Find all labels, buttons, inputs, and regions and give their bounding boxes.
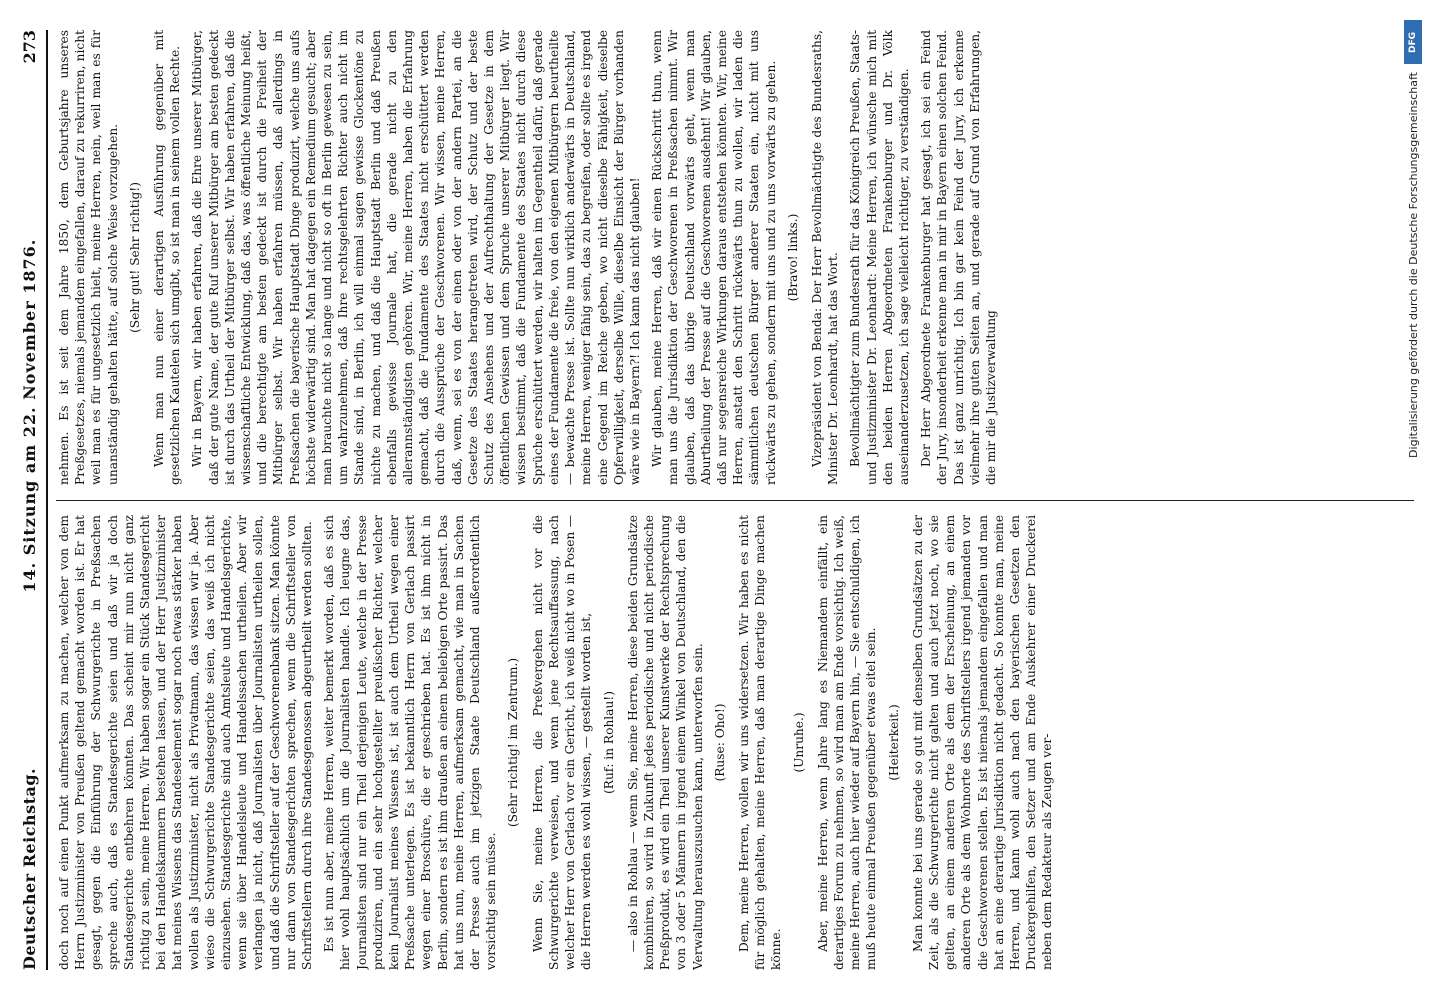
credit-text: Digitalisierung gefördert durch die Deutsche Forschungsgemeinschaft — [1406, 72, 1420, 458]
paragraph: Wenn man nun einer derartigen Ausführung gegenüber mit gesetzlichen Kautelen sich umgibt, so ist man in seinem vollen Rechte. — [152, 30, 183, 485]
right-column — [56, 30, 1414, 485]
session-title: 14. Sitzung am 22. November 1876. — [19, 238, 39, 593]
paragraph: — also in Rohlau — wenn Sie, meine Herren, diese beiden Grundsätze kombiniren, so wird in Zukunft jedes periodische und nicht periodische Preßprodukt, es wird ein Theil unserer Kunstwerke der Rechtsprechung von 3 oder 5 Männern in irgend einem Winkel von Deutschland, den die Verwaltung herauszusuchen kann, unterworfen sein. — [625, 515, 705, 970]
interjection: (Heiterkeit.) — [886, 704, 901, 781]
paragraph: Bevollmächtigter zum Bundesrath für das Königreich Preußen, Staats- und Justizminister Dr. Leonhardt: Meine Herren, ich wünsche mich mit den beiden Herren Abgeordneten Frankenburger und Dr. Völk auseinanderzusetzen, ich sage vielleicht richtiger, zu verständigen. — [848, 30, 911, 485]
interjection: (Unruhe.) — [791, 712, 806, 773]
interjection: (Sehr gut! Sehr richtig!) — [127, 182, 142, 333]
paragraph: Es ist nun aber, meine Herren, weiter bemerkt worden, daß es sich hier wohl hauptsächlich um die Journalisten handle. Ich leugne das, Journalisten sind nur ein Theil derjenigen Leute, welche in der Presse produziren, und ein sehr hochgestellter preußischer Richter, welcher kein Journalist meines Wissens ist, ist auch dem Urtheil wegen einer Preßsache unterlegen. Es ist bekanntlich Herrn von Gerlach passirt wegen einer Broschüre, die er geschrieben hat. Es ist ihm nicht in Berlin, sondern es ist ihm draußen an einem beliebigen Orte passirt. Das hat uns nun, meine Herren, aufmerksam gemacht, wie man in Sachen der Presse auch im jetzigen Staate Deutschland außerordentlich vorsichtig sein müsse. — [322, 515, 499, 970]
dfg-logo: DFG — [1404, 20, 1422, 64]
paragraph: Der Herr Abgeordnete Frankenburger hat gesagt, ich sei ein Feind der Jury, insonderheit erkenne man in mir in Bayern einen solchen Feind. Das ist ganz unrichtig. Ich bin gar kein Feind der Jury, ich erkenne vielmehr ihre guten Seiten an, und gerade auf Grund von Erfahrungen, die mir die Justizverwaltung — [919, 30, 998, 485]
paragraph: Dem, meine Herren, wollen wir uns widersetzen. Wir haben es nicht für möglich gehalten, meine Herren, daß man derartige Dinge machen könne. — [736, 515, 784, 970]
page-number: 273 — [19, 30, 39, 64]
interjection: (Ruf: in Rohlau!) — [601, 691, 616, 794]
interjection: (Sehr richtig! im Zentrum.) — [506, 657, 521, 828]
paragraph: nehmen. Es ist seit dem Jahre 1850, dem Geburtsjahre unseres Preßgesetzes, niemals jemandem eingefallen, darauf zu rekurriren, nicht weil man es für ungesetzlich hielt, meine Herren, nein, weil man es für unanständig gehalten hätte, auf solche Weise vorzugehen. — [57, 30, 120, 485]
digitization-credit — [1400, 20, 1426, 960]
paragraph: Wir glauben, meine Herren, daß wir einen Rückschritt thun, wenn man uns die Jurisdiktion der Geschworenen in Preßsachen nimmt. Wir glauben, daß das übrige Deutschland vorwärts geht, wenn man Aburtheilung der Presse auf die Geschworenen ausdehnt! Wir glauben, daß nur segensreiche Wirkungen daraus entstehen könnten. Wir, meine Herren, anstatt den Schritt rückwärts thun zu wollen, wir laden die sämmtlichen deutschen Bürger anderer Staaten ein, nicht mit uns rückwärts zu gehen, sondern mit uns und zu uns vorwärts zu gehen. — [650, 30, 778, 485]
interjection: (Bravo! links.) — [785, 213, 800, 302]
interjection: (Ruse: Oho!) — [712, 703, 727, 782]
column-divider — [56, 500, 1414, 501]
publication-title: Deutscher Reichstag. — [19, 767, 39, 970]
paragraph: Man konnte bei uns gerade so gut mit denselben Grundsätzen zu der Zeit, als die Schwurgerichte nicht galten und auch jetzt noch, wo sie gelten, an einem anderen Orte als dem der Erscheinung, an einem anderen Orte als dem Wohnorte des Schriftstellers irgend jemanden vor die Geschworenen stellen. Es ist niemals jemandem eingefallen und man hat an eine derartige Jurisdiktion nicht gedacht. So konnte man, meine Herren, und kann wohl auch nach den bayerischen Gesetzen den Druckergehilfen, den Setzer und am Ende Auskehrer einer Druckerei neben dem Redakteur als Zeugen ver- — [910, 515, 1055, 970]
page-header — [12, 30, 48, 970]
paragraph: Vizepräsident von Benda: Der Herr Bevollmächtigte des Bundesraths, Minister Dr. Leonhardt, hat das Wort. — [809, 30, 841, 485]
paragraph: Wenn Sie, meine Herren, die Preßvergehen nicht vor die Schwurgerichte verweisen, und wenn jene Rechtsauffassung, nach welcher Herr von Gerlach vor ein Gericht, ich weiß nicht wo in Posen — die Herren werden es wohl wissen, — gestellt worden ist, — [530, 515, 594, 970]
paragraph: Aber, meine Herren, wenn Jahre lang es Niemandem einfällt, ein derartiges Forum zu nehmen, so wird man am Ende vorsichtig. Ich weiß, meine Herren, auch hier wieder auf Bayern hin, — Sie entschuldigen, ich muß heute einmal Preußen gegenüber etwas eitel sein. — [815, 515, 879, 970]
left-column — [56, 515, 1414, 970]
paragraph: doch noch auf einen Punkt aufmerksam zu machen, welcher von dem Herrn Justizminister von Preußen geltend gemacht worden ist. Er hat gesagt, gegen die Einführung der Schwurgerichte in Preßsachen spreche auch, daß es Standesgerichte seien und daß wir ja doch Standesgerichte entbehren könnten. Das scheint mir nun nicht ganz richtig zu sein, meine Herren. Wir haben sogar ein Stück Standesgericht bei den Handelskammern bestehen lassen, und der Herr Justizminister hat meines Wissens das Standeselement sogar noch etwas stärker haben wollen als Justizminister, nicht als Privatmann, das wissen wir ja. Aber wieso die Schwurgerichte Standesgerichte seien, das weiß ich nicht einzusehen. Standesgerichte sind auch Amtsleute und Handelsgerichte, wenn sie über Handelsleute und Handelssachen urtheilen. Aber wir verlangen ja nicht, daß Journalisten über Journalisten urtheilen sollen, und daß die Schriftsteller auf der Geschworenenbank sitzen. Man könnte nur dann von Standesgerichten sprechen, wenn die Schriftsteller von Schriftstellern durch ihre Standesgenossen abgeurtheilt werden sollten. — [57, 515, 315, 970]
paragraph: Wir in Bayern, wir haben erfahren, daß die Ehre unserer Mitbürger, daß der gute Name, der gute Ruf unserer Mitbürger am besten gedeckt ist durch das Urtheil der Mitbürger selbst. Wir haben erfahren, daß die wissenschaftliche Entwicklung, daß das, was öffentliche Meinung heißt, und die berechtigte am besten gedeckt ist durch die Freiheit der Mitbürger selbst. Wir haben erfahren müssen, daß allerdings in Preßsachen die bayerische Hauptstadt Dinge produzirt, welche uns aufs höchste widerwärtig sind. Man hat dagegen ein Remedium gesucht; aber man brauchte nicht so lange und nicht so oft in Berlin gewesen zu sein, um wahrzunehmen, daß Ihre rechtsgelehrten Richter auch nicht im Stande sind, in Berlin, ich will einmal sagen gewisse Glockentöne zu nichte zu machen, und daß die Hauptstadt Berlin und daß Preußen ebenfalls gewisse Journale hat, die gerade nicht zu den allerannständigsten gehören. Wir, meine Herren, haben die Erfahrung gemacht, daß die Fundamente des Staates nicht erschüttert werden durch die Aussprüche der Geschworenen. Wir wissen, meine Herren, daß, wenn, sei es von der einen oder von der andern Partei, an die Gesetze des Staates herangetreten wird, der Schutz und der beste Schutz des Ansehens und der Aufrechthaltung der Gesetze in dem öffentlichen Gewissen und dem Spruche unserer Mitbürger liegt. Wir wissen bestimmt, daß die Fundamente des Staates nicht durch diese Sprüche erschüttert werden, wir halten im Gegentheil dafür, daß gerade eines der Fundamente die freie, von den eigenen Mitbürgern beurtheilte — bewachte Presse ist. Sollte nun wirklich anderwärts in Deutschland, meine Herren, weniger fähig sein, das zu begreifen, oder sollte es irgend eine Gegend im Reiche geben, wo nicht dieselbe Fähigkeit, dieselbe Opferwilligkeit, derselbe Wille, dieselbe Einsicht der Bürger vorhanden wäre wie in Bayern?! Ich kann das nicht glauben! — [190, 30, 642, 485]
